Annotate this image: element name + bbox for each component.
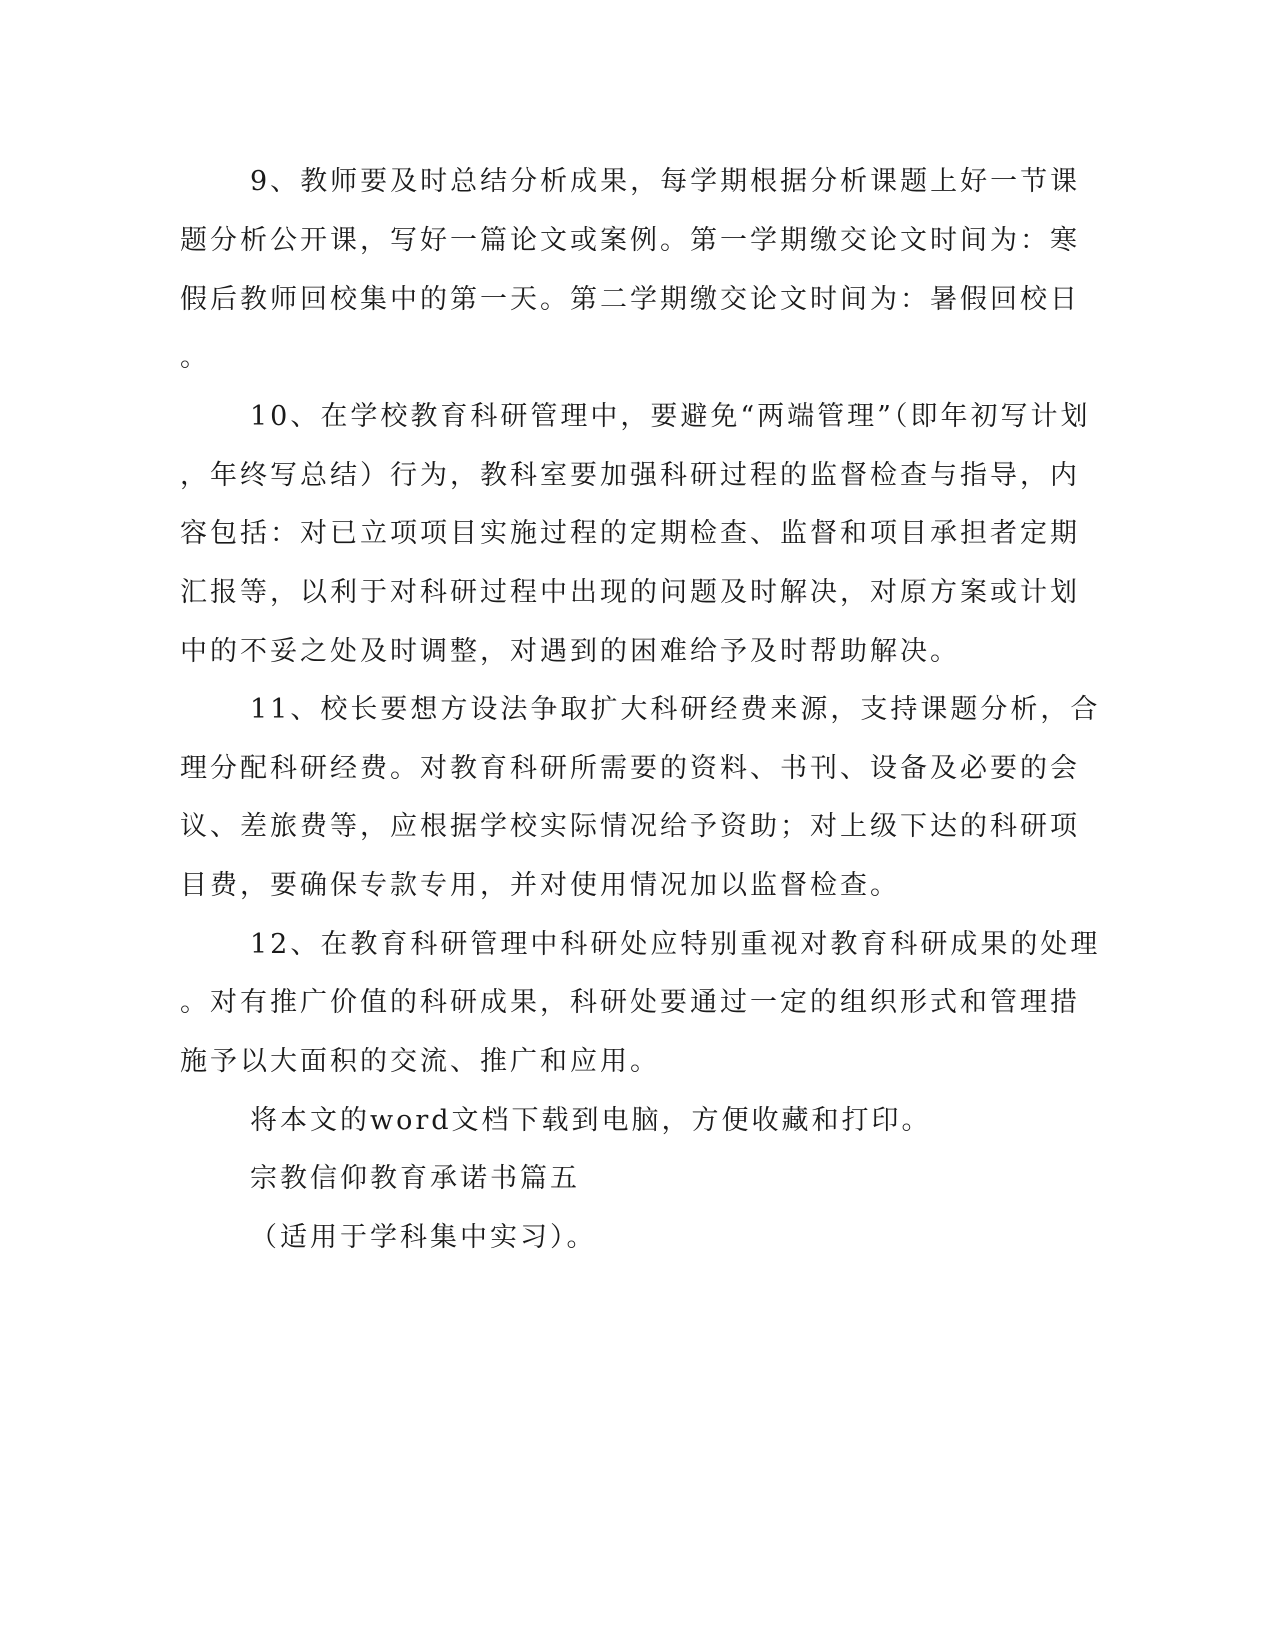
paragraph-9-line-2: 题分析公开课，写好一篇论文或案例。第一学期缴交论文时间为：寒 bbox=[180, 225, 1080, 256]
paragraph-10-line-5: 中的不妥之处及时调整，对遇到的困难给予及时帮助解决。 bbox=[180, 636, 960, 667]
paragraph-12-line-2: 。对有推广价值的科研成果，科研处要通过一定的组织形式和管理措 bbox=[180, 987, 1080, 1018]
paragraph-9-line-1: 9、教师要及时总结分析成果，每学期根据分析课题上好一节课 bbox=[250, 166, 1081, 197]
paragraph-10-line-3: 容包括：对已立项项目实施过程的定期检查、监督和项目承担者定期 bbox=[180, 518, 1080, 549]
applicability-note: （适用于学科集中实习）。 bbox=[250, 1222, 597, 1253]
paragraph-11-line-1: 11、校长要想方设法争取扩大科研经费来源，支持课题分析，合 bbox=[250, 694, 1101, 725]
paragraph-10-line-2: ，年终写总结）行为，教科室要加强科研过程的监督检查与指导，内 bbox=[180, 460, 1080, 491]
paragraph-10-line-4: 汇报等，以利于对科研过程中出现的问题及时解决，对原方案或计划 bbox=[180, 577, 1080, 608]
paragraph-11-line-2: 理分配科研经费。对教育科研所需要的资料、书刊、设备及必要的会 bbox=[180, 753, 1080, 784]
paragraph-10-line-1: 10、在学校教育科研管理中，要避免“两端管理”（即年初写计划 bbox=[250, 401, 1091, 432]
paragraph-11-line-3: 议、差旅费等，应根据学校实际情况给予资助；对上级下达的科研项 bbox=[180, 811, 1080, 842]
paragraph-12-line-3: 施予以大面积的交流、推广和应用。 bbox=[180, 1046, 660, 1077]
paragraph-11-line-4: 目费，要确保专款专用，并对使用情况加以监督检查。 bbox=[180, 870, 900, 901]
download-notice: 将本文的word文档下载到电脑，方便收藏和打印。 bbox=[250, 1105, 932, 1136]
paragraph-9-line-3: 假后教师回校集中的第一天。第二学期缴交论文时间为：暑假回校日 bbox=[180, 284, 1080, 315]
paragraph-12-line-1: 12、在教育科研管理中科研处应特别重视对教育科研成果的处理 bbox=[250, 929, 1101, 960]
section-heading: 宗教信仰教育承诺书篇五 bbox=[250, 1163, 580, 1194]
paragraph-9-line-4: 。 bbox=[180, 342, 210, 373]
